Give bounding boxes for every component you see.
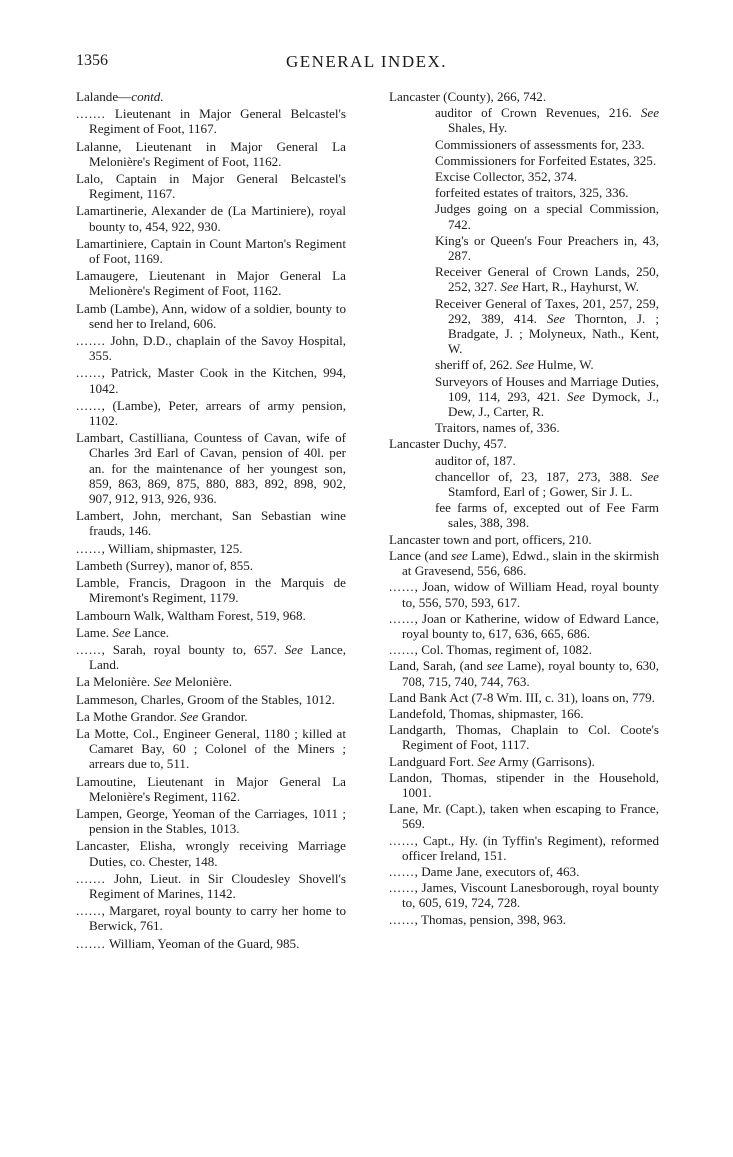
entry-text: , Capt., Hy. (in Tyffin's Regiment), reformed officer Ireland, 151. bbox=[402, 832, 659, 863]
index-entry bbox=[76, 625, 346, 640]
ditto-leader: ...... bbox=[76, 397, 102, 413]
page-number: 1356 bbox=[76, 52, 108, 69]
subentry-text: Excise Collector, 352, 374. bbox=[435, 169, 578, 185]
entry-text: , Margaret, royal bounty to carry her home to Berwick, 761. bbox=[89, 903, 346, 934]
ditto-leader: ...... bbox=[389, 642, 415, 658]
subentry-text: auditor of, 187. bbox=[435, 452, 516, 468]
entry-text: , Col. Thomas, regiment of, 1082. bbox=[414, 642, 592, 658]
index-subentry bbox=[389, 185, 659, 200]
entry-text: , James, Viscount Lanesborough, royal bounty to, 605, 619, 724, 728. bbox=[402, 880, 659, 911]
entry-text: John, Lieut. in Sir Cloudesley Shovell's Regiment of Marines, 1142. bbox=[89, 870, 346, 901]
index-entry bbox=[76, 171, 346, 201]
index-entry bbox=[389, 754, 659, 769]
entry-heading: Landon, Thomas, stipender in the Household, 1001. bbox=[389, 769, 659, 800]
index-entry bbox=[389, 579, 659, 609]
reference-target: Hart, R., Hayhurst, W. bbox=[518, 279, 639, 295]
index-entry bbox=[76, 106, 346, 136]
index-entry bbox=[389, 690, 659, 705]
index-entry bbox=[389, 658, 659, 688]
entry-heading: Lance (and bbox=[389, 547, 448, 563]
entry-heading: Lamartinerie, Alexander de (La Martiniere), royal bounty to, 454, 922, 930. bbox=[76, 203, 346, 234]
reference-target: Dymock, J., Dew, J., Carter, R. bbox=[448, 388, 659, 420]
index-entry bbox=[76, 674, 346, 689]
subentry-text: forfeited estates of traitors, 325, 336. bbox=[435, 185, 629, 201]
index-entry bbox=[76, 541, 346, 556]
index-subentry bbox=[389, 264, 659, 294]
index-entry bbox=[389, 833, 659, 863]
ditto-leader: ....... bbox=[76, 333, 106, 349]
see-reference: See bbox=[640, 468, 659, 484]
reference-target: Army (Garrisons). bbox=[495, 753, 595, 769]
entry-heading: Lamb (Lambe), Ann, widow of a soldier, bounty to send her to Ireland, 606. bbox=[76, 300, 346, 331]
see-reference: See bbox=[284, 641, 303, 657]
index-entry bbox=[76, 333, 346, 363]
index-subentry bbox=[389, 153, 659, 168]
ditto-leader: ...... bbox=[76, 641, 102, 657]
entry-text: , Dame Jane, executors of, 463. bbox=[414, 863, 580, 879]
index-entry bbox=[389, 532, 659, 547]
contd-marker: contd. bbox=[131, 89, 164, 104]
index-entry bbox=[389, 912, 659, 927]
ditto-leader: ...... bbox=[389, 579, 415, 595]
entry-heading: Lambeth (Surrey), manor of, 855. bbox=[76, 557, 254, 573]
index-entry bbox=[76, 726, 346, 772]
ditto-leader: ....... bbox=[76, 870, 106, 886]
entry-heading: Lancaster town and port, officers, 210. bbox=[389, 531, 592, 547]
index-entry bbox=[76, 709, 346, 724]
entry-heading: Lampen, George, Yeoman of the Carriages, 1011 ; pension in the Stables, 1013. bbox=[76, 805, 346, 837]
index-entry bbox=[76, 806, 346, 836]
ditto-leader: ...... bbox=[389, 911, 415, 927]
index-entry bbox=[76, 430, 346, 506]
entry-heading: La Melonière. bbox=[76, 674, 151, 690]
subentry-text: King's or Queen's Four Preachers in, 43, 287. bbox=[435, 232, 659, 264]
subentry-text: sheriff of, 262. bbox=[435, 357, 513, 373]
ditto-leader: ...... bbox=[389, 880, 415, 896]
index-subentry bbox=[389, 374, 659, 420]
index-subentry bbox=[389, 420, 659, 435]
reference-target: Lame), royal bounty to, 630, 708, 715, 740, 744, 763. bbox=[402, 658, 659, 689]
index-entry bbox=[76, 301, 346, 331]
entry-heading: Land Bank Act (7-8 Wm. III, c. 31), loans on, 779. bbox=[389, 689, 655, 705]
index-entry bbox=[76, 575, 346, 605]
entry-text: , Joan, widow of William Head, royal bounty to, 556, 570, 593, 617. bbox=[402, 579, 659, 610]
entry-heading: Lamaugere, Lieutenant in Major General La Melionère's Regiment of Foot, 1162. bbox=[76, 268, 346, 299]
see-reference: See bbox=[180, 708, 199, 724]
entry-heading: La Motte, Col., Engineer General, 1180 ; killed at Camaret Bay, 60 ; Colonel of the Miners ; arrears due to, 511. bbox=[76, 725, 346, 772]
reference-target: Lance. bbox=[130, 624, 170, 640]
index-entry bbox=[76, 508, 346, 538]
reference-target: Hulme, W. bbox=[534, 357, 594, 373]
entry-text: William, Yeoman of the Guard, 985. bbox=[105, 935, 300, 951]
see-reference: See bbox=[477, 753, 496, 769]
index-entry bbox=[389, 611, 659, 641]
index-entry bbox=[389, 722, 659, 752]
index-entry bbox=[76, 203, 346, 233]
index-entry bbox=[389, 864, 659, 879]
reference-target: Grandor. bbox=[198, 708, 248, 724]
entry-heading: Land, Sarah, (and bbox=[389, 658, 483, 674]
index-entry bbox=[76, 936, 346, 951]
index-entry bbox=[389, 801, 659, 831]
subentry-text: Commissioners of assessments for, 233. bbox=[435, 136, 645, 152]
see-reference: See bbox=[500, 279, 519, 295]
index-entry bbox=[76, 236, 346, 266]
entry-heading: Lalanne, Lieutenant in Major General La Melonière's Regiment of Foot, 1162. bbox=[76, 138, 346, 169]
index-entry bbox=[389, 89, 659, 104]
entry-heading: Lamartiniere, Captain in Count Marton's Regiment of Foot, 1169. bbox=[76, 235, 346, 267]
index-entry bbox=[389, 706, 659, 721]
subentry-text: Receiver General of Taxes, 201, 257, 259, 292, 389, 414. bbox=[435, 295, 659, 326]
entry-heading: Lamoutine, Lieutenant in Major General La Melonière's Regiment, 1162. bbox=[76, 773, 346, 804]
index-subentry bbox=[389, 500, 659, 530]
reference-target: Lance, Land. bbox=[89, 641, 346, 673]
reference-target: Thornton, J. ; Bradgate, J. ; Molyneux, Nath., Kent, W. bbox=[448, 310, 659, 357]
index-entry bbox=[76, 608, 346, 623]
index-entry bbox=[389, 436, 659, 451]
entry-heading: Landguard Fort. bbox=[389, 753, 475, 769]
reference-target: Shales, Hy. bbox=[448, 120, 508, 136]
entry-heading: Landefold, Thomas, shipmaster, 166. bbox=[389, 705, 584, 721]
entry-heading: La Mothe Grandor. bbox=[76, 708, 177, 724]
entry-heading: Landgarth, Thomas, Chaplain to Col. Coote's Regiment of Foot, 1117. bbox=[389, 722, 659, 753]
entry-heading: Lambourn Walk, Waltham Forest, 519, 968. bbox=[76, 607, 306, 623]
ditto-leader: ....... bbox=[76, 935, 106, 951]
subentry-text: Judges going on a special Commission, 742. bbox=[435, 201, 659, 232]
see-reference: See bbox=[515, 357, 535, 373]
index-subentry bbox=[389, 453, 659, 468]
entry-text: , Thomas, pension, 398, 963. bbox=[414, 911, 567, 927]
subentry-text: Receiver General of Crown Lands, 250, 252, 327. bbox=[435, 264, 659, 295]
entry-text: , (Lambe), Peter, arrears of army pension, 1102. bbox=[89, 397, 346, 429]
see-reference: See bbox=[546, 310, 566, 326]
entry-text: , Joan or Katherine, widow of Edward Lance, royal bounty to, 617, 636, 665, 686. bbox=[402, 610, 659, 641]
index-subentry bbox=[389, 105, 659, 135]
left-index-column bbox=[76, 89, 346, 951]
ditto-leader: ....... bbox=[76, 106, 106, 122]
index-entry bbox=[389, 770, 659, 800]
index-entry bbox=[389, 642, 659, 657]
entry-heading: Lammeson, Charles, Groom of the Stables, 1012. bbox=[76, 691, 335, 707]
ditto-leader: ...... bbox=[76, 540, 102, 556]
index-entry bbox=[76, 642, 346, 672]
page-title: GENERAL INDEX. bbox=[285, 52, 448, 71]
reference-target: Stamford, Earl of ; Gower, Sir J. L. bbox=[448, 484, 633, 500]
entry-text: John, D.D., chaplain of the Savoy Hospital, 355. bbox=[89, 333, 346, 364]
entry-heading: Lane, Mr. (Capt.), taken when escaping to France, 569. bbox=[389, 801, 659, 832]
index-subentry bbox=[389, 469, 659, 499]
subentry-text: Commissioners for Forfeited Estates, 325. bbox=[435, 152, 657, 168]
entry-heading: Lalo, Captain in Major General Belcastel's Regiment, 1167. bbox=[76, 171, 346, 202]
ditto-leader: ...... bbox=[389, 863, 415, 879]
index-entry bbox=[76, 398, 346, 428]
entry-text: , William, shipmaster, 125. bbox=[101, 540, 243, 556]
index-entry bbox=[76, 558, 346, 573]
index-entry bbox=[76, 692, 346, 707]
index-entry bbox=[76, 268, 346, 298]
see-reference: See bbox=[566, 388, 586, 404]
ditto-leader: ...... bbox=[389, 610, 415, 626]
index-subentry bbox=[389, 201, 659, 231]
index-subentry bbox=[389, 169, 659, 184]
see-reference: See bbox=[112, 624, 131, 640]
entry-heading: Lancaster (County), 266, 742. bbox=[389, 89, 547, 104]
entry-heading: Lambert, John, merchant, San Sebastian wine frauds, 146. bbox=[76, 508, 346, 539]
index-subentry bbox=[389, 137, 659, 152]
see-reference: see bbox=[486, 658, 504, 674]
entry-heading: Lambart, Castilliana, Countess of Cavan, wife of Charles 3rd Earl of Cavan, pension of 40l. per an. for the maintenance of her youngest son, 859, 863, 869, 875, 880, 883, 892, 898, 902, 907, 912, 913, 926, 936. bbox=[76, 430, 346, 507]
index-entry bbox=[76, 89, 346, 104]
ditto-leader: ...... bbox=[389, 832, 415, 848]
index-entry bbox=[76, 774, 346, 804]
subentry-text: fee farms of, excepted out of Fee Farm sales, 388, 398. bbox=[435, 500, 659, 531]
subentry-text: auditor of Crown Revenues, 216. bbox=[435, 105, 632, 121]
entry-heading: Lancaster Duchy, 457. bbox=[389, 436, 507, 452]
ditto-leader: ...... bbox=[76, 365, 102, 381]
see-reference: See bbox=[153, 674, 172, 690]
entry-text: Lieutenant in Major General Belcastel's Regiment of Foot, 1167. bbox=[89, 106, 346, 137]
subentry-text: chancellor of, 23, 187, 273, 388. bbox=[435, 468, 633, 484]
entry-text: , Sarah, royal bounty to, 657. bbox=[101, 641, 285, 657]
entry-text: , Patrick, Master Cook in the Kitchen, 994, 1042. bbox=[89, 365, 346, 396]
index-entry bbox=[76, 903, 346, 933]
ditto-leader: ...... bbox=[76, 903, 102, 919]
index-subentry bbox=[389, 233, 659, 263]
see-reference: see bbox=[451, 547, 468, 563]
right-index-column bbox=[389, 89, 659, 927]
index-entry bbox=[76, 838, 346, 868]
index-entry bbox=[389, 548, 659, 578]
index-entry bbox=[389, 880, 659, 910]
index-subentry bbox=[389, 357, 659, 372]
index-entry bbox=[76, 139, 346, 169]
subentry-text: Traitors, names of, 336. bbox=[435, 420, 560, 436]
index-subentry bbox=[389, 296, 659, 357]
reference-target: Lame), Edwd., slain in the skirmish at Gravesend, 556, 686. bbox=[402, 547, 659, 579]
page-header bbox=[0, 52, 733, 74]
entry-heading: Lamble, Francis, Dragoon in the Marquis de Miremont's Regiment, 1179. bbox=[76, 575, 346, 606]
entry-heading: Lancaster, Elisha, wrongly receiving Marriage Duties, co. Chester, 148. bbox=[76, 838, 346, 869]
reference-target: Melonière. bbox=[171, 674, 232, 690]
subentry-text: Surveyors of Houses and Marriage Duties, 109, 114, 293, 421. bbox=[435, 373, 659, 404]
entry-heading: Lalande— bbox=[76, 89, 132, 104]
see-reference: See bbox=[640, 105, 660, 121]
index-entry bbox=[76, 365, 346, 395]
index-entry bbox=[76, 871, 346, 901]
entry-heading: Lame. bbox=[76, 624, 110, 640]
